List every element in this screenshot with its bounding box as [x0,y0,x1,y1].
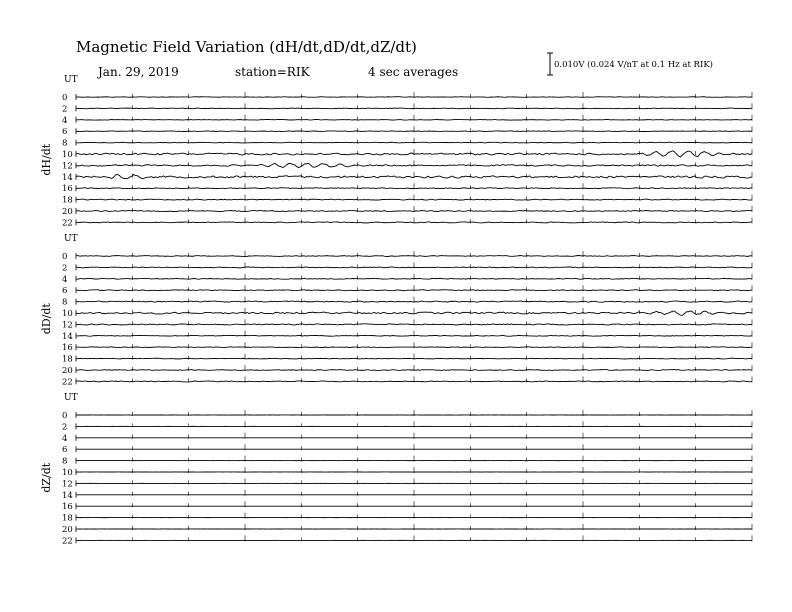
hour-tick-label: 18 [62,195,73,206]
hour-tick-label: 22 [62,536,73,547]
row-trace [76,358,752,359]
hour-tick-label: 10 [62,309,73,319]
hour-tick-label: 6 [62,445,68,456]
ut-axis-label: UT [64,75,78,85]
hour-tick-label: 16 [62,184,73,195]
hour-tick-label: 18 [62,354,73,365]
component-label: dD/dt [40,303,53,335]
averaging-label: 4 sec averages [368,65,459,79]
hour-tick-label: 22 [62,377,73,388]
hour-tick-label: 2 [62,263,68,274]
hour-tick-label: 14 [62,172,73,183]
hour-tick-label: 20 [62,207,73,217]
component-label: dH/dt [40,143,53,176]
hour-tick-label: 16 [62,502,73,513]
component-label: dZ/dt [40,462,53,493]
row-trace [76,142,752,143]
row-trace [76,131,752,132]
hour-tick-label: 4 [62,274,68,285]
hour-tick-label: 10 [62,150,73,160]
hour-tick-label: 2 [62,104,68,115]
hour-tick-label: 2 [62,422,68,433]
hour-tick-label: 14 [62,490,73,501]
hour-tick-label: 18 [62,513,73,524]
hour-tick-label: 6 [62,127,68,138]
hour-tick-label: 12 [62,320,73,331]
chart-title: Magnetic Field Variation (dH/dt,dD/dt,dZ/dt) [76,38,417,56]
row-trace [76,97,752,98]
scale-label: 0.010V (0.024 V/nT at 0.1 Hz at RIK) [554,60,713,70]
hour-tick-label: 8 [62,297,68,308]
hour-tick-label: 0 [62,93,68,103]
row-trace [76,199,752,200]
hour-tick-label: 8 [62,138,68,149]
hour-tick-label: 4 [62,115,68,126]
ut-axis-label: UT [64,234,78,244]
hour-tick-label: 12 [62,161,73,172]
hour-tick-label: 8 [62,456,68,467]
ut-axis-label: UT [64,393,78,403]
hour-tick-label: 6 [62,286,68,297]
hour-tick-label: 10 [62,468,73,478]
hour-tick-label: 20 [62,525,73,535]
hour-tick-label: 14 [62,331,73,342]
row-trace [76,119,752,120]
hour-tick-label: 20 [62,366,73,376]
date-label: Jan. 29, 2019 [98,65,179,79]
hour-tick-label: 16 [62,343,73,354]
station-label: station=RIK [235,65,310,79]
hour-tick-label: 12 [62,479,73,490]
hour-tick-label: 22 [62,218,73,229]
row-trace [76,381,752,382]
hour-tick-label: 0 [62,252,68,262]
hour-tick-label: 0 [62,411,68,421]
row-trace [76,370,752,371]
hour-tick-label: 4 [62,433,68,444]
